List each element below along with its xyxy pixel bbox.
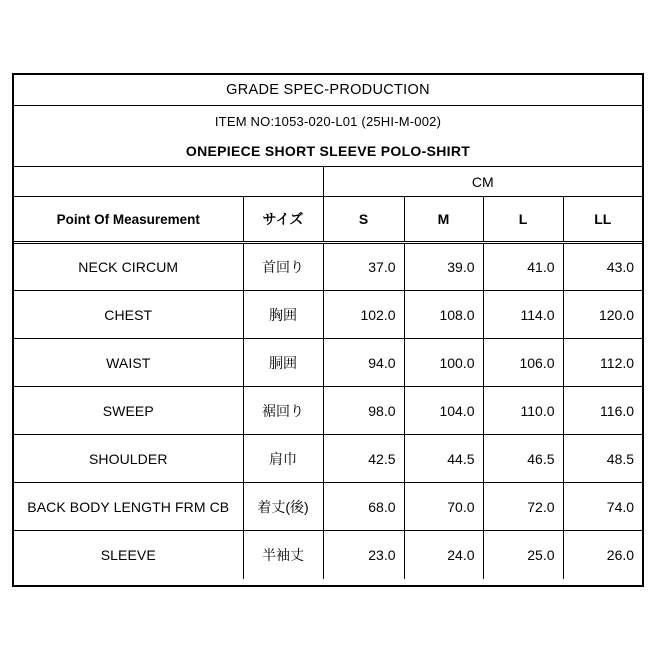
value-ll: 120.0 bbox=[563, 291, 642, 339]
value-m: 39.0 bbox=[404, 243, 483, 291]
value-s: 102.0 bbox=[323, 291, 404, 339]
header-point-of-measurement: Point Of Measurement bbox=[14, 197, 243, 243]
table-row bbox=[14, 339, 642, 387]
measurement-name: WAIST bbox=[14, 339, 243, 387]
header-size-s: S bbox=[323, 197, 404, 243]
measurement-jp: 肩巾 bbox=[243, 435, 323, 483]
table-row bbox=[14, 483, 642, 531]
table-row bbox=[14, 243, 642, 291]
value-ll: 116.0 bbox=[563, 387, 642, 435]
value-l: 110.0 bbox=[483, 387, 563, 435]
measurement-name: SLEEVE bbox=[14, 531, 243, 579]
measurement-name: NECK CIRCUM bbox=[14, 243, 243, 291]
value-ll: 26.0 bbox=[563, 531, 642, 579]
header-size-jp: サイズ bbox=[243, 197, 323, 243]
table-row bbox=[14, 531, 642, 579]
item-number: ITEM NO:1053-020-L01 (25HI-M-002) bbox=[214, 113, 442, 129]
header-size-l: L bbox=[483, 197, 563, 243]
measurement-jp: 着丈(後) bbox=[243, 483, 323, 531]
value-m: 70.0 bbox=[404, 483, 483, 531]
value-ll: 48.5 bbox=[563, 435, 642, 483]
value-s: 23.0 bbox=[323, 531, 404, 579]
unit-label: CM bbox=[323, 167, 642, 197]
value-s: 98.0 bbox=[323, 387, 404, 435]
value-l: 41.0 bbox=[483, 243, 563, 291]
table-row bbox=[14, 435, 642, 483]
value-m: 104.0 bbox=[404, 387, 483, 435]
table-row bbox=[14, 291, 642, 339]
table-row bbox=[14, 387, 642, 435]
unit-row bbox=[14, 167, 642, 197]
header-size-ll: LL bbox=[563, 197, 642, 243]
measurement-table bbox=[14, 166, 642, 579]
value-s: 94.0 bbox=[323, 339, 404, 387]
value-ll: 112.0 bbox=[563, 339, 642, 387]
measurement-jp: 裾回り bbox=[243, 387, 323, 435]
header-row bbox=[14, 197, 642, 243]
measurement-name: BACK BODY LENGTH FRM CB bbox=[14, 483, 243, 531]
measurement-jp: 胸囲 bbox=[243, 291, 323, 339]
value-l: 114.0 bbox=[483, 291, 563, 339]
measurement-jp: 胴囲 bbox=[243, 339, 323, 387]
sheet-title: GRADE SPEC-PRODUCTION bbox=[14, 75, 642, 106]
unit-blank-cell bbox=[14, 167, 323, 197]
product-name: ONEPIECE SHORT SLEEVE POLO-SHIRT bbox=[185, 143, 471, 159]
value-m: 44.5 bbox=[404, 435, 483, 483]
value-s: 42.5 bbox=[323, 435, 404, 483]
measurement-name: CHEST bbox=[14, 291, 243, 339]
measurement-name: SHOULDER bbox=[14, 435, 243, 483]
value-m: 108.0 bbox=[404, 291, 483, 339]
value-m: 100.0 bbox=[404, 339, 483, 387]
spec-sheet bbox=[12, 73, 644, 587]
value-s: 37.0 bbox=[323, 243, 404, 291]
value-l: 106.0 bbox=[483, 339, 563, 387]
header-size-m: M bbox=[404, 197, 483, 243]
measurement-jp: 半袖丈 bbox=[243, 531, 323, 579]
value-ll: 74.0 bbox=[563, 483, 642, 531]
measurement-name: SWEEP bbox=[14, 387, 243, 435]
value-m: 24.0 bbox=[404, 531, 483, 579]
value-l: 46.5 bbox=[483, 435, 563, 483]
value-l: 25.0 bbox=[483, 531, 563, 579]
value-ll: 43.0 bbox=[563, 243, 642, 291]
value-l: 72.0 bbox=[483, 483, 563, 531]
value-s: 68.0 bbox=[323, 483, 404, 531]
measurement-jp: 首回り bbox=[243, 243, 323, 291]
